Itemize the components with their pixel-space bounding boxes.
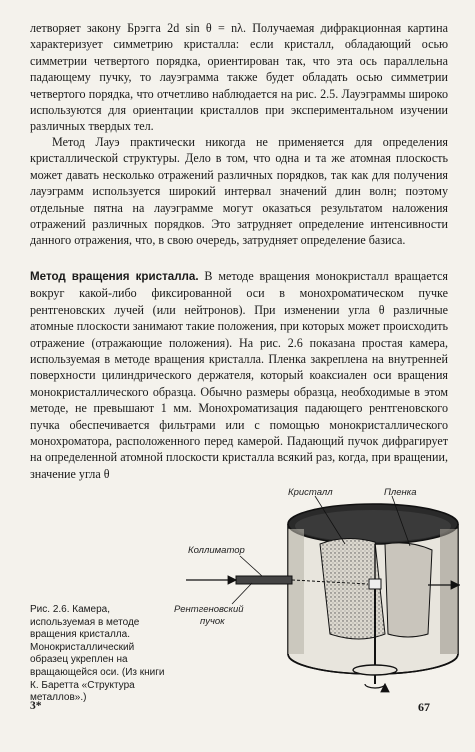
section-heading-rotating-crystal: Метод вращения кристалла. xyxy=(30,270,199,283)
label-xray-beam-line2: пучок xyxy=(200,616,225,627)
paragraph-laue-limitations: Метод Лауэ практически никогда не применяется для определения кристаллической структуры. Дело в том, что одна и та же атомная плоскость может давать несколько отражений различных порядков, так как для получения лауэграмм используется широкий интервал значений длин волн; поэтому отдельные пятна на лауэграмме могут оказаться результатом наложения отражений различных порядков. Это затрудняет определение интенсивности данного отражения, что, в свою очередь, затрудняет определение базиса. xyxy=(30,135,448,248)
signature-mark: 3* xyxy=(30,700,42,712)
paragraph-rotating-crystal xyxy=(30,268,448,482)
label-crystal: Кристалл xyxy=(288,487,333,498)
label-film: Пленка xyxy=(384,487,417,498)
label-xray-beam-line1: Рентгеновский xyxy=(174,604,244,615)
page-number: 67 xyxy=(418,700,430,714)
label-collimator: Коллиматор xyxy=(188,545,245,556)
figure-caption: Рис. 2.6. Камера, используемая в методе вращения кристалла. Монокристаллический образец укреплен на вращающейся оси. (Из книги К. Баретта «Структура металлов».) xyxy=(30,604,165,704)
paragraph-laue-symmetry: летворяет закону Брэгга 2d sin θ = nλ. Получаемая дифракционная картина характеризует симметрию кристалла: если кристалл, обладающий осью симметрии четвертого порядка, ориентирован так, что эта ось параллельна падающему пучку, то лауэграмма также будет обладать осью симметрии четвертого порядка, что отчетливо наблюдается на рис. 2.5. Лауэграммы широко используются для ориентации кристаллов при экспериментальном изучении различных твердых тел. xyxy=(30,21,448,134)
paragraph-rotating-crystal-body: В методе вращения монокристалл вращается вокруг какой-либо фиксированной оси в монохроматическом пучке рентгеновских лучей (или нейтронов). При изменении угла θ различные атомные плоскости занимают такие положения, при которых может происходить отражение (отражающие положения). На рис. 2.6 показана простая камера, используемая в методе вращения кристалла. Пленка закреплена на внутренней поверхности цилиндрического держателя, который коаксиален оси вращения монокристаллического образца. Обычно размеры образца, необходимые в этом методе, не превышают 1 мм. Монохроматизация падающего рентгеновского пучка обеспечивается фильтрами или с помощью монокристаллического монохроматора, расположенного перед камерой. Падающий пучок дифрагирует на определенной атомной плоскости кристалла всякий раз, когда, при вращении, значение угла θ xyxy=(30,269,448,481)
rotating-crystal-camera-figure xyxy=(170,484,460,694)
